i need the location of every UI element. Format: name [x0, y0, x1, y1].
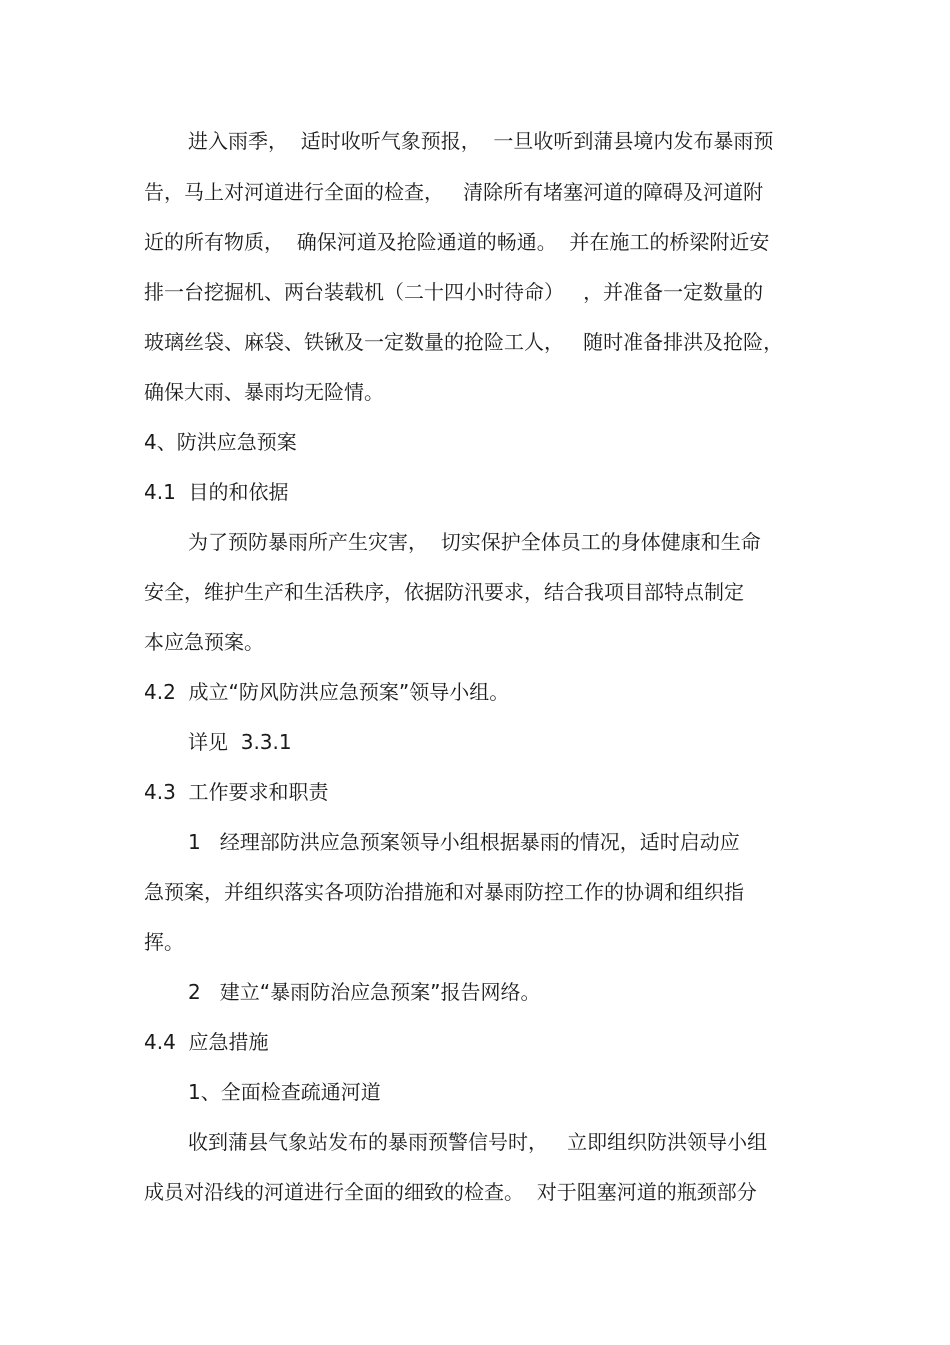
paragraph-line: 成员对沿线的河道进行全面的细致的检查。 对于阻塞河道的瓶颈部分 [144, 1180, 757, 1204]
paragraph-line: 急预案，并组织落实各项防治措施和对暴雨防控工作的协调和组织指 [144, 880, 744, 904]
list-item-line: 1 经理部防洪应急预案领导小组根据暴雨的情况，适时启动应 [188, 830, 740, 854]
list-item-line: 2 建立“暴雨防治应急预案”报告网络。 [188, 980, 541, 1004]
paragraph-line: 排一台挖掘机、两台装载机（二十四小时待命） ，并准备一定数量的 [144, 280, 764, 304]
paragraph-line: 详见 3.3.1 [188, 730, 292, 754]
subsection-heading: 4.1 目的和依据 [144, 480, 289, 504]
paragraph-line: 本应急预案。 [144, 630, 264, 654]
section-heading: 4、防洪应急预案 [144, 430, 297, 454]
paragraph-line: 近的所有物质， 确保河道及抢险通道的畅通。 并在施工的桥梁附近安 [144, 230, 770, 254]
paragraph-line: 挥。 [144, 930, 184, 954]
paragraph-line: 收到蒲县气象站发布的暴雨预警信号时， 立即组织防洪领导小组 [188, 1130, 768, 1154]
paragraph-line: 安全，维护生产和生活秩序，依据防汛要求，结合我项目部特点制定 [144, 580, 744, 604]
paragraph-line: 进入雨季， 适时收听气象预报， 一旦收听到蒲县境内发布暴雨预 [188, 129, 774, 153]
subsection-heading: 4.2 成立“防风防洪应急预案”领导小组。 [144, 680, 510, 704]
paragraph-line: 告，马上对河道进行全面的检查， 清除所有堵塞河道的障碍及河道附 [144, 180, 764, 204]
paragraph-line: 玻璃丝袋、麻袋、铁锹及一定数量的抢险工人， 随时准备排洪及抢险， [144, 330, 784, 354]
list-item-line: 1、全面检查疏通河道 [188, 1080, 381, 1104]
subsection-heading: 4.3 工作要求和职责 [144, 780, 329, 804]
paragraph-line: 为了预防暴雨所产生灾害， 切实保护全体员工的身体健康和生命 [188, 530, 761, 554]
paragraph-line: 确保大雨、暴雨均无险情。 [144, 380, 384, 404]
subsection-heading: 4.4 应急措施 [144, 1030, 269, 1054]
